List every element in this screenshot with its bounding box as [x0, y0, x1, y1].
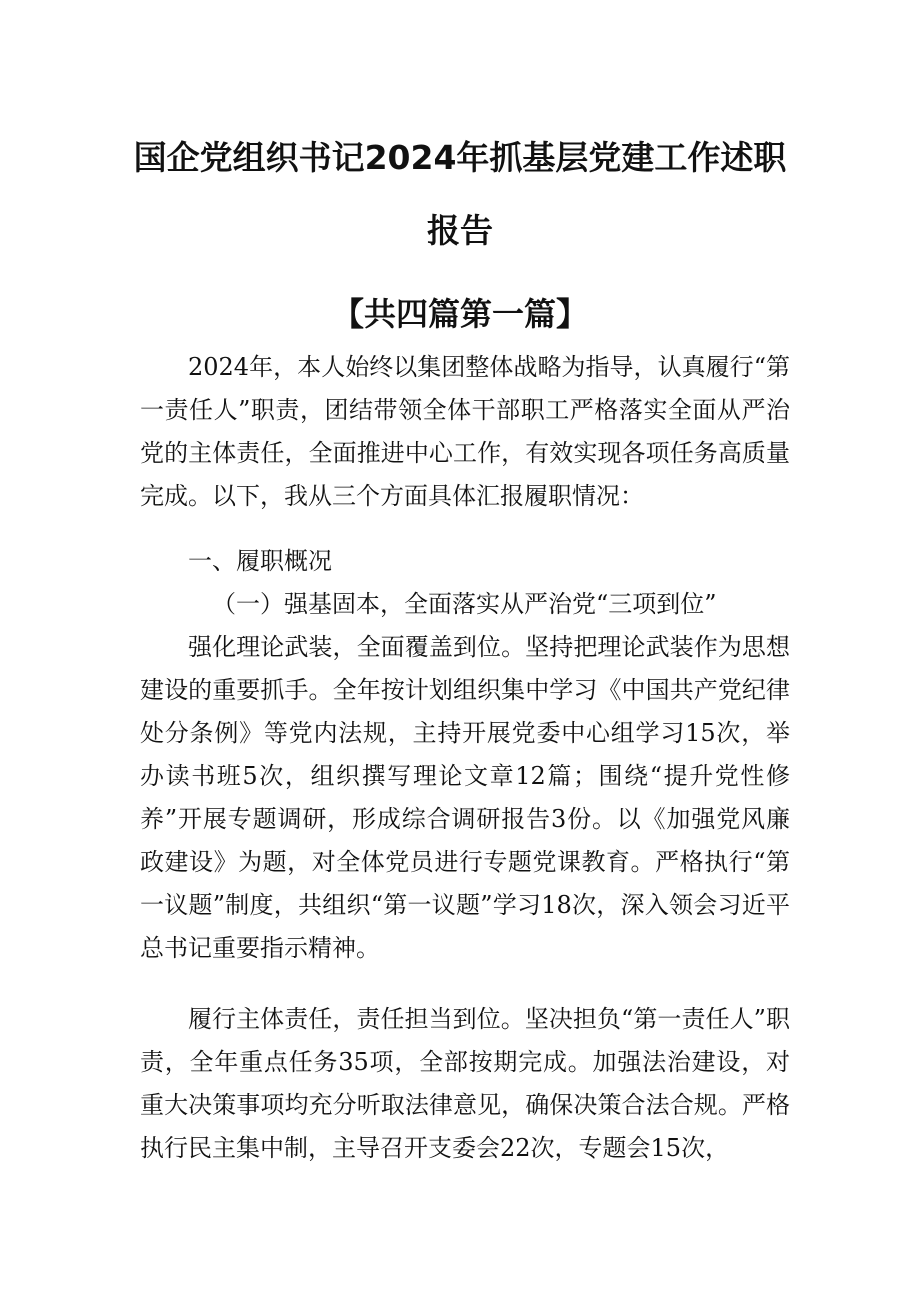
section-heading: 一、履职概况	[188, 547, 332, 575]
subsection-heading: （一）强基固本，全面落实从严治党“三项到位”	[212, 590, 717, 618]
document-title-line-2: 报告	[427, 211, 493, 250]
body-paragraph-responsibility: 履行主体责任，责任担当到位。坚决担负“第一责任人”职责，全年重点任务35项，全部按期完成。加强法治建设，对重大决策事项均充分听取法律意见，确保决策合法合规。严格执行民主集中制，主导召开支委会22次，专题会15次，	[140, 1005, 790, 1162]
document-title-line-1: 国企党组织书记2024年抓基层党建工作述职	[133, 138, 787, 177]
body-paragraph-theory: 强化理论武装，全面覆盖到位。坚持把理论武装作为思想建设的重要抓手。全年按计划组织集中学习《中国共产党纪律处分条例》等党内法规，主持开展党委中心组学习15次，举办读书班5次，组织撰写理论文章12篇；围绕“提升党性修养”开展专题调研，形成综合调研报告3份。以《加强党风廉政建设》为题，对全体党员进行专题党课教育。严格执行“第一议题”制度，共组织“第一议题”学习18次，深入领会习近平总书记重要指示精神。	[140, 633, 790, 962]
document-subtitle: 【共四篇第一篇】	[331, 295, 588, 333]
intro-paragraph: 2024年，本人始终以集团整体战略为指导，认真履行“第一责任人”职责，团结带领全体干部职工严格落实全面从严治党的主体责任，全面推进中心工作，有效实现各项任务高质量完成。以下，我从三个方面具体汇报履职情况：	[140, 353, 790, 510]
